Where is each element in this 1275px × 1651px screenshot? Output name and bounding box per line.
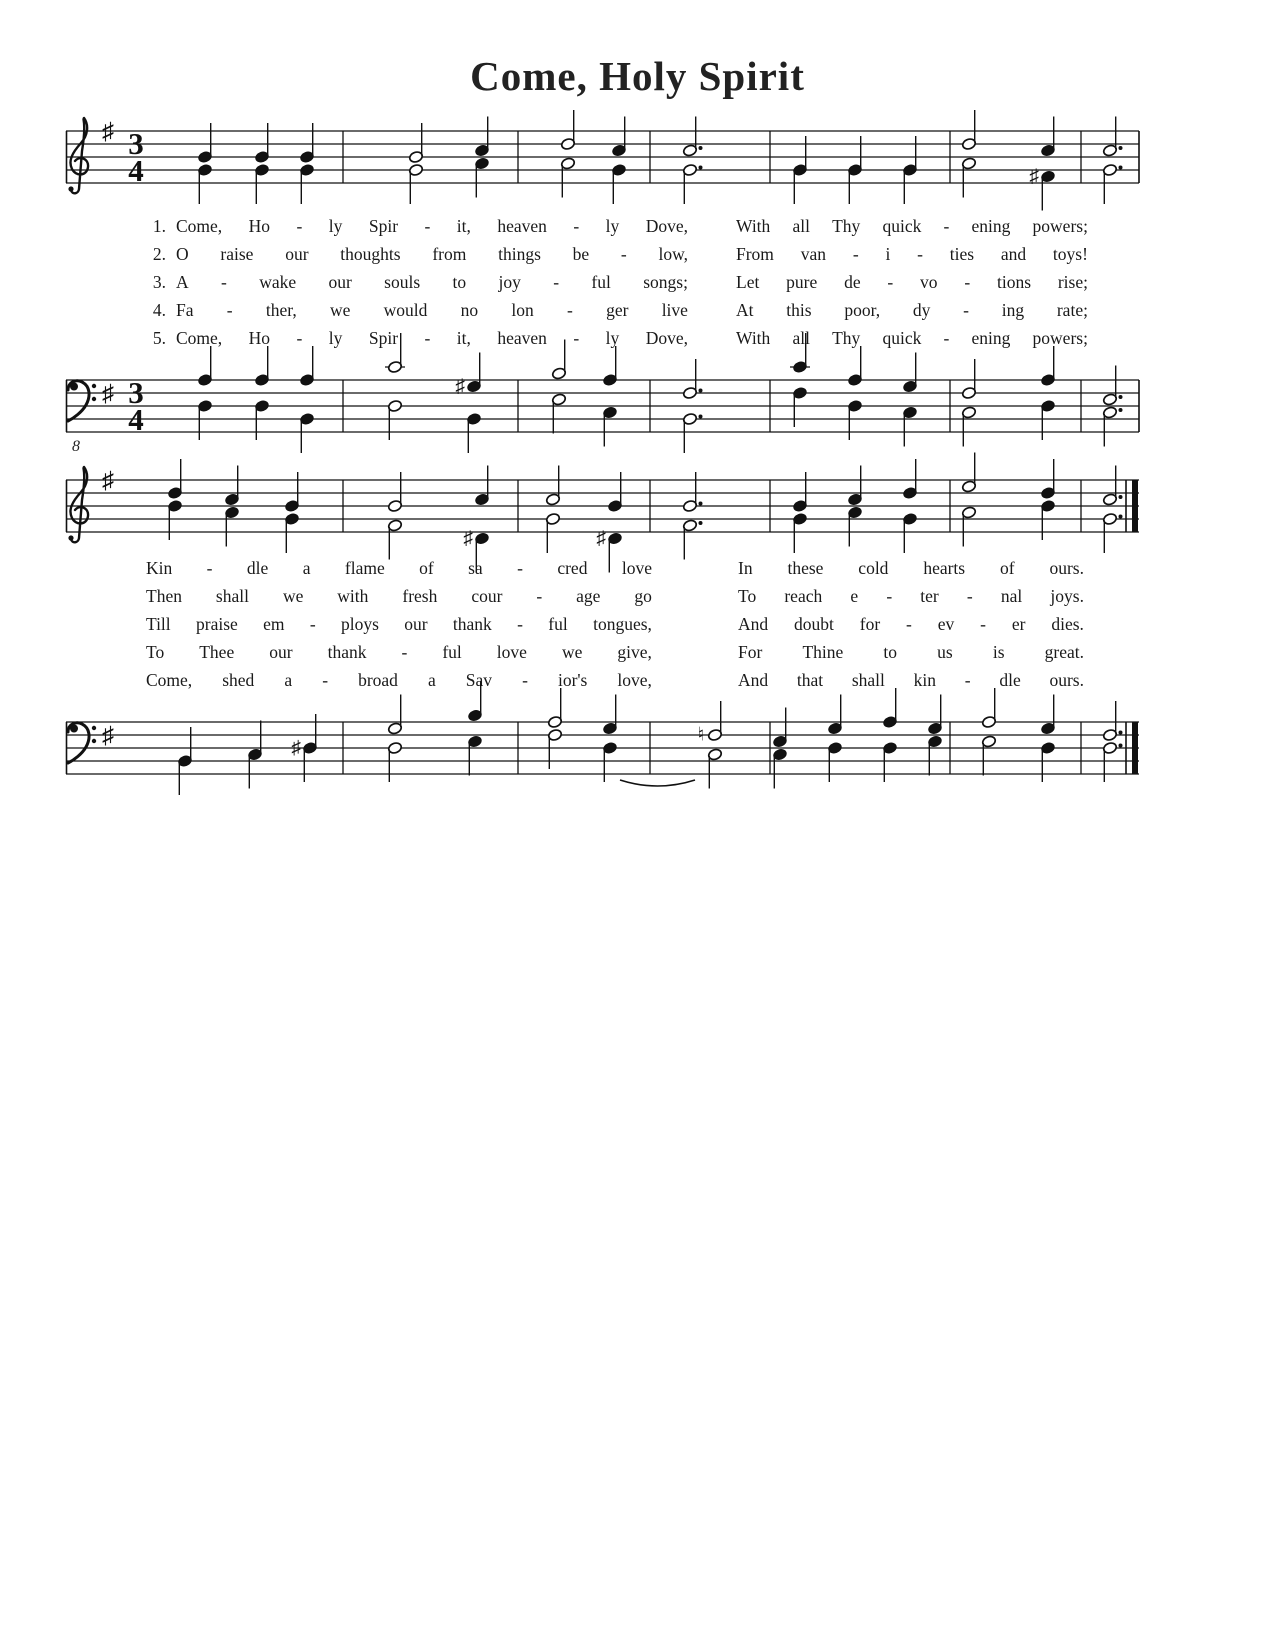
lyric-syllable: with (337, 586, 369, 606)
lyric-syllable: all (792, 328, 810, 348)
lyric-syllable: we (282, 586, 304, 606)
lyric-syllable: ening (971, 216, 1011, 236)
lyric-syllable: cold (858, 558, 889, 578)
lyric-syllable: to (883, 642, 898, 662)
lyric-syllable: ours. (1049, 558, 1084, 578)
lyric-syllable: - (943, 216, 950, 236)
lyric-syllable: Let (736, 272, 760, 292)
augmentation-dot (1119, 166, 1123, 170)
lyric-syllable: thoughts (340, 244, 401, 264)
lyric-syllable: dies. (1051, 614, 1084, 634)
lyric-syllable: go (634, 586, 652, 606)
lyric-syllable: - (322, 670, 329, 690)
lyric-syllable: would (383, 300, 428, 320)
lyric-phrase-right (736, 216, 1088, 237)
key-signature-sharp: ♯ (102, 381, 114, 407)
lyric-syllable: Come, (176, 328, 223, 348)
lyric-syllable: Spir (368, 328, 399, 348)
lyric-syllable: - (536, 586, 543, 606)
augmentation-dot (699, 389, 703, 393)
lyric-syllable: joys. (1050, 586, 1084, 606)
lyric-syllable: - (573, 216, 580, 236)
verse-number: 5. (152, 328, 166, 348)
augmentation-dot (1119, 408, 1123, 412)
bass-clef-icon (92, 384, 96, 388)
lyric-syllable: - (206, 558, 213, 578)
lyric-syllable: our (404, 614, 428, 634)
lyric-line (0, 300, 1275, 324)
lyric-syllable: we (329, 300, 351, 320)
lyric-syllable: de (844, 272, 861, 292)
final-barline-thick (1132, 480, 1138, 532)
lyric-syllable: this (786, 300, 812, 320)
lyric-syllable: dy (912, 300, 931, 320)
lyric-phrase-left (146, 642, 652, 663)
lyric-syllable: - (943, 328, 950, 348)
lyric-syllable: no (460, 300, 479, 320)
lyric-syllable: wake (259, 272, 297, 292)
accidental: ♯ (463, 528, 473, 549)
accidental: ♯ (596, 528, 606, 549)
lyric-syllable: Thine (802, 642, 844, 662)
lyric-syllable: vo (920, 272, 938, 292)
lyric-syllable: these (787, 558, 824, 578)
measure-number-label: 8 (72, 438, 80, 455)
lyric-syllable: At (736, 300, 754, 320)
lyric-syllable: - (567, 300, 573, 320)
lyric-syllable: a (284, 670, 293, 690)
lyric-syllable: heaven (497, 216, 547, 236)
lyric-syllable: With (736, 216, 771, 236)
lyric-syllable: - (553, 272, 560, 292)
lyric-phrase-right (738, 614, 1084, 635)
lyric-phrase-right (736, 272, 1088, 293)
lyric-syllable: raise (220, 244, 254, 264)
lyric-syllable: quick (882, 328, 922, 348)
lyric-syllable: love, (617, 670, 652, 690)
accidental: ♯ (1029, 166, 1039, 187)
lyric-syllable: songs; (643, 272, 688, 292)
lyric-syllable: - (917, 244, 923, 264)
lyric-syllable: Come, (146, 670, 193, 690)
augmentation-dot (699, 166, 703, 170)
lyric-phrase-left (176, 216, 688, 237)
lyric-syllable: broad (358, 670, 398, 690)
accidental: ♯ (455, 376, 465, 397)
lyric-syllable: a (302, 558, 311, 578)
lyric-syllable: ly (328, 216, 343, 236)
lyric-syllable: - (401, 642, 408, 662)
lyric-phrase-right (738, 586, 1084, 607)
lyric-syllable: of (999, 558, 1015, 578)
lyric-syllable: A (176, 272, 189, 292)
lyric-syllable: pure (786, 272, 818, 292)
lyric-syllable: Dove, (645, 216, 688, 236)
lyric-syllable: - (573, 328, 580, 348)
augmentation-dot (699, 502, 703, 506)
lyric-syllable: Spir (368, 216, 399, 236)
lyric-syllable: souls (384, 272, 421, 292)
verse-number: 4. (152, 300, 166, 320)
lyric-phrase-left (176, 272, 688, 293)
lyric-syllable: to (452, 272, 467, 292)
lyric-syllable: Till (146, 614, 171, 634)
lyric-line (0, 216, 1275, 240)
lyric-syllable: - (221, 272, 227, 292)
lyric-syllable: Dove, (645, 328, 688, 348)
lyric-syllable: ties (949, 244, 975, 264)
lyric-syllable: - (296, 216, 303, 236)
lyric-syllable: Kin (146, 558, 173, 578)
lyric-syllable: ours. (1049, 670, 1084, 690)
lyric-syllable: hearts (923, 558, 966, 578)
augmentation-dot (699, 146, 703, 150)
lyric-syllable: er (1011, 614, 1026, 634)
lyric-phrase-left (146, 586, 652, 607)
lyric-syllable: i (885, 244, 891, 264)
time-signature-numerator: 3 (128, 375, 144, 410)
lyric-syllable: thank (327, 642, 367, 662)
lyric-phrase-left (176, 244, 688, 265)
lyric-syllable: - (964, 272, 971, 292)
lyric-syllable: all (792, 216, 810, 236)
lyric-syllable: dle (246, 558, 269, 578)
lyric-syllable: dle (999, 670, 1021, 690)
lyric-syllable: ly (328, 328, 343, 348)
lyric-phrase-right (738, 558, 1084, 579)
lyric-syllable: our (328, 272, 352, 292)
lyric-syllable: For (738, 642, 763, 662)
augmentation-dot (1119, 146, 1123, 150)
lyric-syllable: rate; (1056, 300, 1088, 320)
lyric-syllable: fresh (402, 586, 438, 606)
lyric-syllable: - (226, 300, 233, 320)
lyric-syllable: To (738, 586, 757, 606)
lyric-syllable: Thy (832, 328, 861, 348)
lyric-syllable: be (572, 244, 590, 264)
augmentation-dot (699, 415, 703, 419)
lyric-syllable: shall (851, 670, 885, 690)
bass-clef-icon (92, 739, 96, 743)
lyric-syllable: toys! (1052, 244, 1088, 264)
lyric-line (0, 272, 1275, 296)
lyric-syllable: is (992, 642, 1005, 662)
bass-clef-icon (92, 397, 96, 401)
lyric-syllable: - (309, 614, 316, 634)
lyric-syllable: Fa (176, 300, 194, 320)
lyric-syllable: e (850, 586, 859, 606)
lyric-syllable: From (736, 244, 774, 264)
lyric-syllable: ful (442, 642, 462, 662)
lyric-syllable: it, (456, 216, 471, 236)
lyric-line (0, 558, 1275, 582)
augmentation-dot (1119, 515, 1123, 519)
lyric-phrase-right (736, 300, 1088, 321)
lyric-line (0, 642, 1275, 666)
lyric-syllable: With (736, 328, 771, 348)
lyric-syllable: Ho (248, 216, 271, 236)
time-signature-denominator: 4 (128, 402, 144, 437)
lyric-phrase-left (146, 558, 652, 579)
lyric-phrase-left (176, 300, 688, 321)
lyric-syllable: ther, (265, 300, 297, 320)
lyric-syllable: and (1000, 244, 1027, 264)
verse-number: 2. (152, 244, 166, 264)
lyric-syllable: - (424, 216, 431, 236)
slur (620, 780, 695, 786)
treble-clef-icon (68, 186, 73, 191)
lyric-syllable: that (796, 670, 824, 690)
lyric-syllable: ful (591, 272, 611, 292)
lyric-line (0, 244, 1275, 268)
lyric-syllable: cour (471, 586, 503, 606)
final-barline-thick (1132, 722, 1138, 774)
lyric-syllable: for (859, 614, 881, 634)
augmentation-dot (1119, 731, 1123, 735)
lyric-syllable: ev (937, 614, 955, 634)
lyric-syllable: Thee (199, 642, 235, 662)
lyric-syllable: Ho (248, 328, 271, 348)
lyric-syllable: things (498, 244, 541, 264)
lyric-syllable: joy (498, 272, 521, 292)
augmentation-dot (699, 521, 703, 525)
lyric-syllable: shed (222, 670, 255, 690)
augmentation-dot (1119, 395, 1123, 399)
time-signature-numerator: 3 (128, 126, 144, 161)
lyric-syllable: rise; (1057, 272, 1088, 292)
treble-clef-icon (70, 118, 88, 193)
lyric-syllable: tions (997, 272, 1032, 292)
lyric-phrase-right (738, 642, 1084, 663)
lyric-syllable: - (852, 244, 859, 264)
lyric-syllable: doubt (794, 614, 834, 634)
lyric-syllable: - (980, 614, 986, 634)
lyric-syllable: quick (882, 216, 922, 236)
lyric-syllable: thank (452, 614, 492, 634)
lyric-syllable: - (887, 272, 894, 292)
lyric-syllable: flame (344, 558, 385, 578)
verse-number: 1. (152, 216, 166, 236)
lyric-syllable: age (576, 586, 601, 606)
lyric-syllable: ening (971, 328, 1011, 348)
lyric-syllable: ing (1001, 300, 1025, 320)
lyric-syllable: love (621, 558, 652, 578)
lyric-syllable: lon (511, 300, 534, 320)
lyric-syllable: ful (548, 614, 568, 634)
lyric-syllable: em (263, 614, 285, 634)
lyric-syllable: - (886, 586, 893, 606)
lyric-syllable: And (738, 670, 769, 690)
bass-staff-system-2 (64, 688, 1146, 838)
lyric-line (0, 614, 1275, 638)
lyric-syllable: poor, (844, 300, 881, 320)
lyric-syllable: Sav (465, 670, 493, 690)
lyric-syllable: praise (196, 614, 238, 634)
lyric-syllable: In (738, 558, 753, 578)
lyric-syllable: sa (468, 558, 483, 578)
lyric-phrase-right (736, 244, 1088, 265)
lyric-syllable: Thy (832, 216, 861, 236)
treble-clef-icon (70, 467, 88, 542)
lyric-syllable: ter (920, 586, 939, 606)
key-signature-sharp: ♯ (102, 468, 114, 494)
lyric-syllable: Come, (176, 216, 223, 236)
lyric-syllable: And (738, 614, 769, 634)
lyric-syllable: a (427, 670, 436, 690)
key-signature-sharp: ♯ (102, 723, 114, 749)
lyric-syllable: our (285, 244, 309, 264)
lyric-syllable: ploys (341, 614, 379, 634)
lyric-syllable: - (517, 558, 523, 578)
lyric-syllable: low, (658, 244, 688, 264)
accidental: ♮ (697, 724, 705, 746)
time-signature-denominator: 4 (128, 153, 144, 188)
key-signature-sharp: ♯ (102, 119, 114, 145)
lyric-syllable: we (561, 642, 583, 662)
lyric-syllable: it, (456, 328, 471, 348)
lyric-syllable: To (146, 642, 165, 662)
lyric-syllable: - (522, 670, 528, 690)
lyric-syllable: us (937, 642, 953, 662)
lyric-syllable: nal (1000, 586, 1023, 606)
lyric-line (0, 586, 1275, 610)
lyric-syllable: live (661, 300, 688, 320)
lyric-syllable: heaven (497, 328, 547, 348)
lyric-syllable: ger (606, 300, 629, 320)
bass-clef-icon (92, 726, 96, 730)
lyric-syllable: tongues, (593, 614, 652, 634)
lyric-syllable: - (517, 614, 523, 634)
lyric-syllable: great. (1044, 642, 1084, 662)
lyric-syllable: reach (784, 586, 823, 606)
lyric-syllable: - (966, 586, 973, 606)
lyric-syllable: kin (913, 670, 937, 690)
lyric-syllable: - (906, 614, 912, 634)
lyric-syllable: - (424, 328, 431, 348)
lyric-syllable: powers; (1032, 216, 1088, 236)
treble-clef-icon (68, 535, 73, 540)
augmentation-dot (1119, 495, 1123, 499)
lyric-syllable: our (269, 642, 293, 662)
lyric-syllable: cred (557, 558, 588, 578)
lyric-syllable: of (419, 558, 434, 578)
lyric-syllable: ior's (557, 670, 588, 690)
verse-number: 3. (152, 272, 166, 292)
lyric-syllable: ly (605, 328, 620, 348)
lyric-syllable: from (432, 244, 467, 264)
accidental: ♯ (291, 737, 301, 759)
lyric-syllable: love (496, 642, 527, 662)
page-title: Come, Holy Spirit (470, 53, 805, 99)
lyric-phrase-left (146, 614, 652, 635)
lyric-syllable: van (800, 244, 827, 264)
lyric-syllable: shall (215, 586, 249, 606)
lyric-syllable: - (296, 328, 303, 348)
augmentation-dot (1119, 744, 1123, 748)
lyric-syllable: powers; (1032, 328, 1088, 348)
lyric-syllable: Then (146, 586, 182, 606)
lyric-syllable: - (620, 244, 627, 264)
lyric-syllable: - (964, 670, 971, 690)
lyric-syllable: - (963, 300, 969, 320)
lyric-syllable: O (176, 244, 189, 264)
lyric-syllable: ly (605, 216, 620, 236)
lyric-syllable: give, (617, 642, 652, 662)
